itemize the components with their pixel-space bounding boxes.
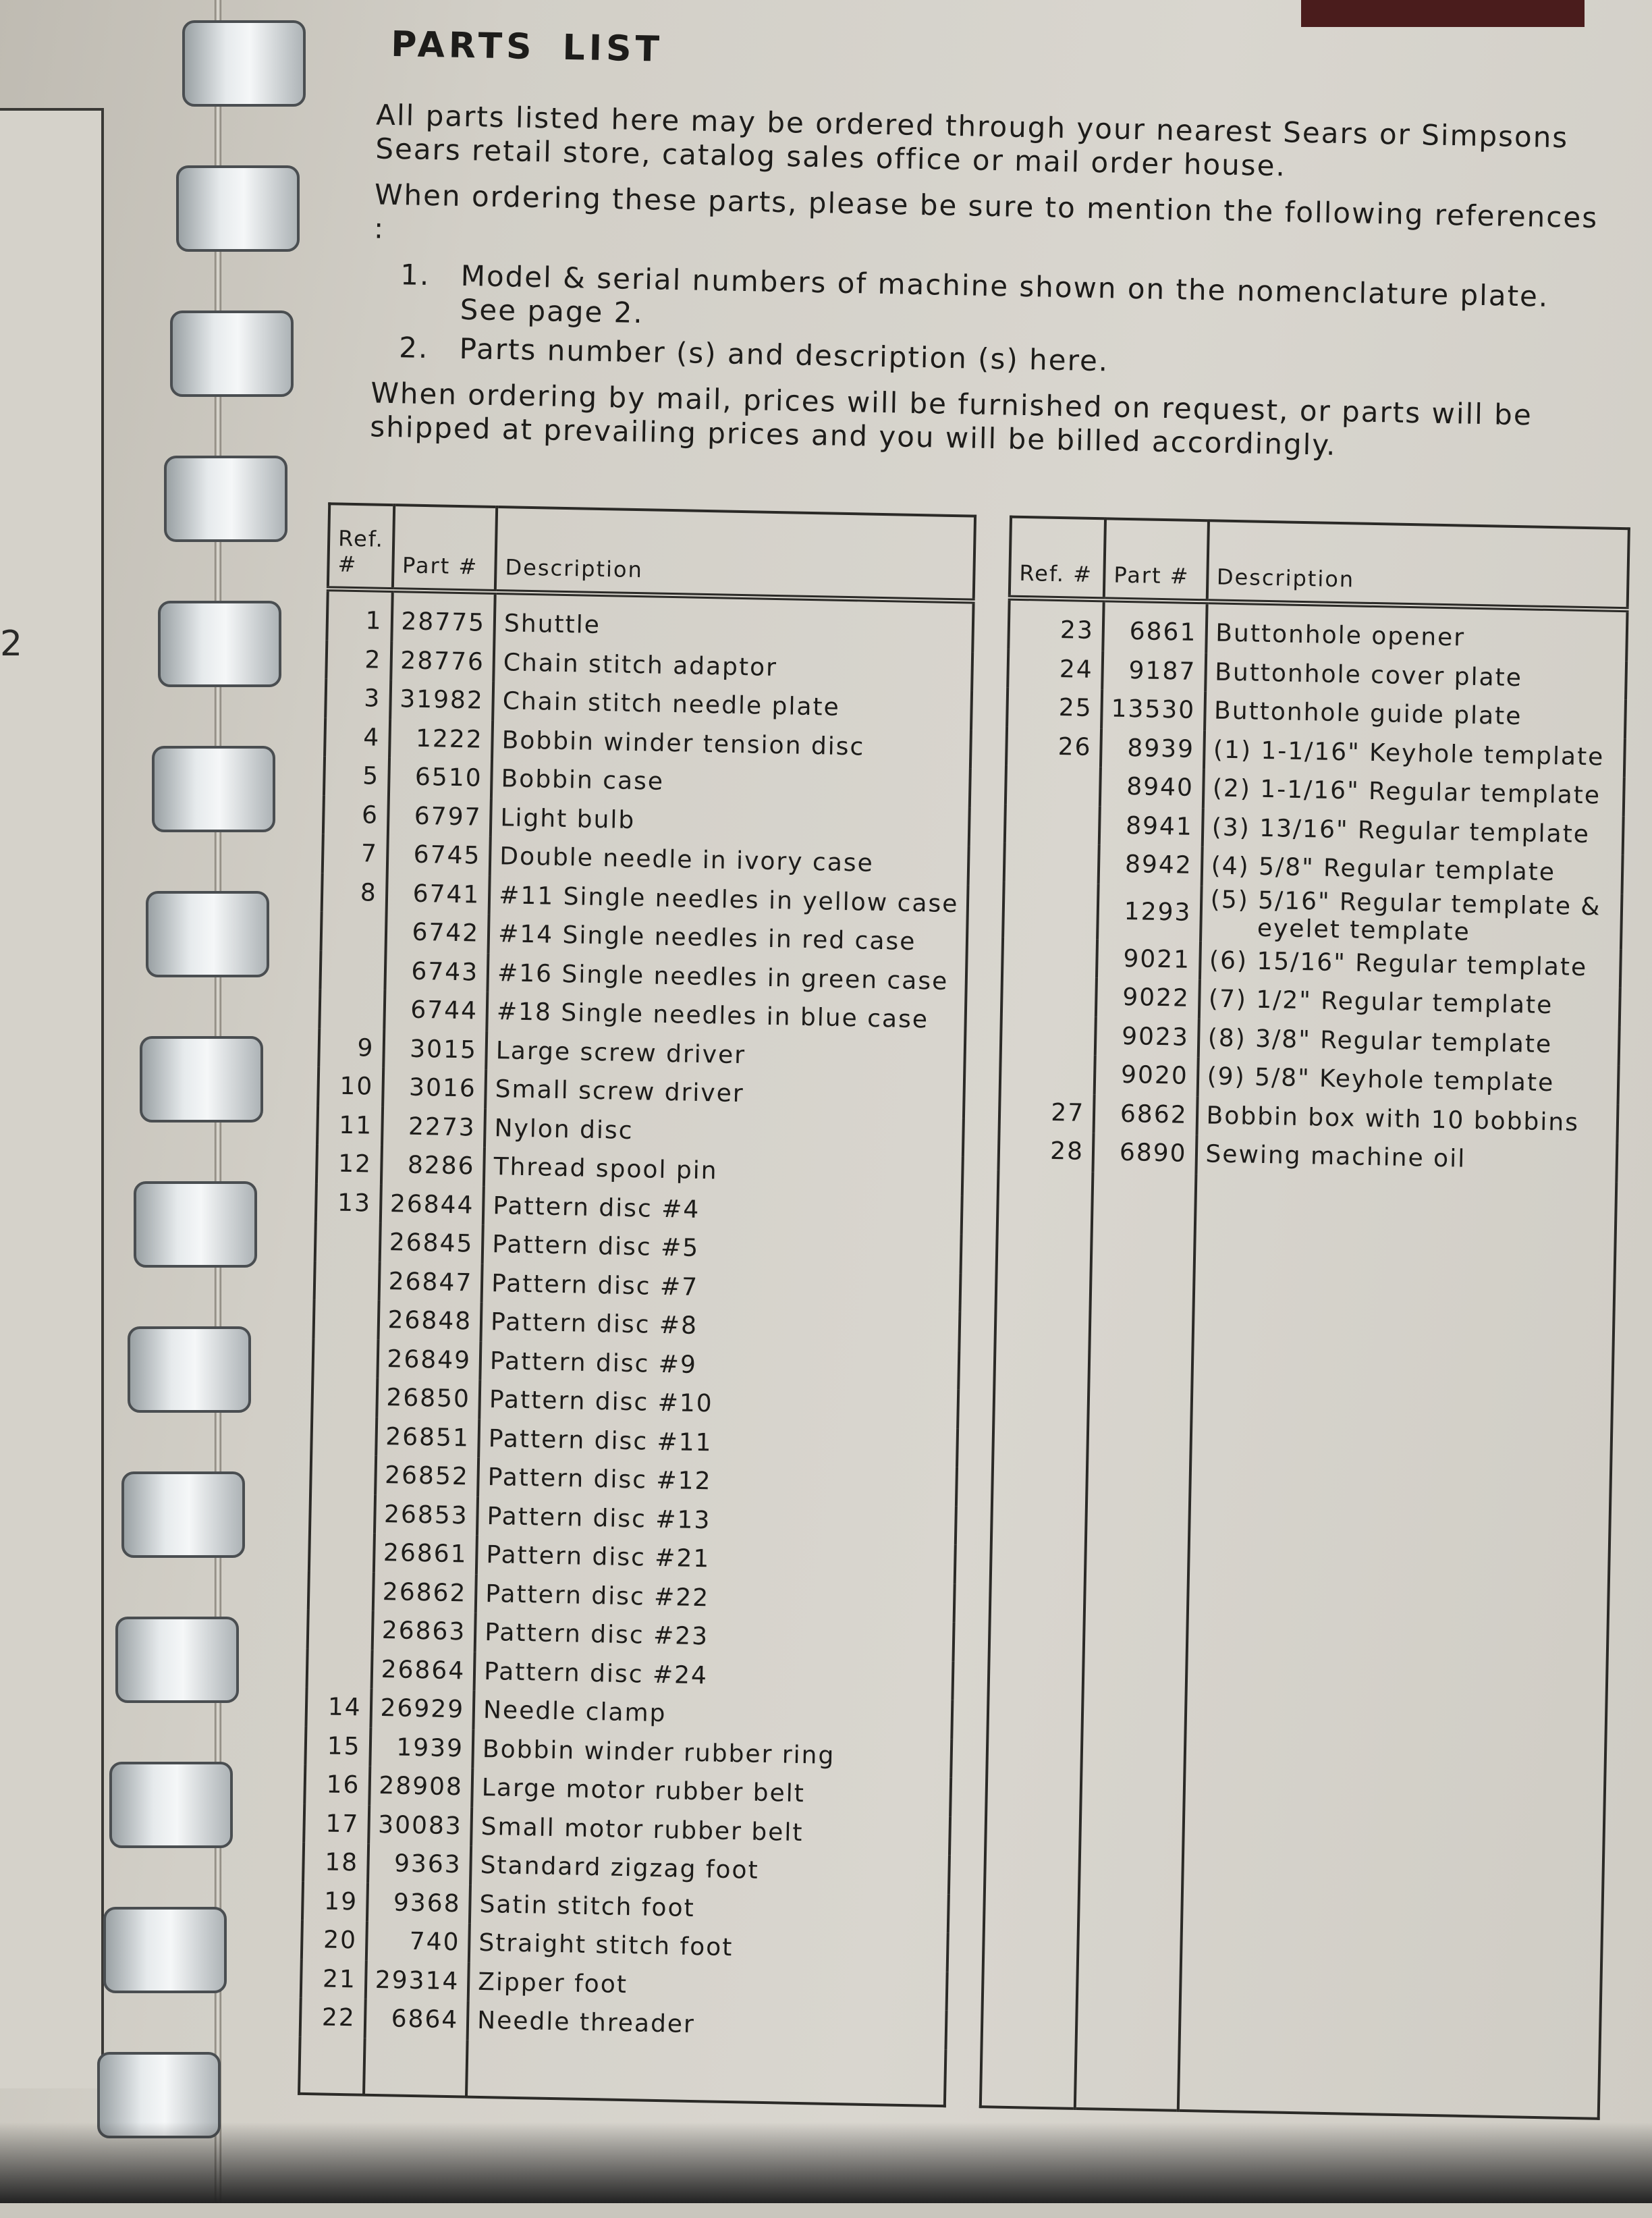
ref-cell <box>321 911 387 951</box>
description-text: Pattern disc #21 <box>486 1541 711 1573</box>
table-header-row <box>328 504 976 601</box>
ref-cell: 23 <box>1008 598 1103 651</box>
description-text: (1) 1-1/16" Keyhole template <box>1213 736 1605 772</box>
part-number-cell: 1222 <box>389 719 493 759</box>
ref-cell: 16 <box>304 1765 370 1805</box>
description-text: Straight stitch foot <box>478 1929 734 1962</box>
description-cell <box>1201 886 1622 949</box>
part-number-cell: 8941 <box>1099 806 1203 846</box>
part-number-cell: 6744 <box>384 990 488 1031</box>
description-text: Pattern disc #4 <box>493 1191 700 1224</box>
description-text: Bobbin winder rubber ring <box>482 1735 835 1770</box>
ref-cell: 27 <box>999 1092 1095 1133</box>
ref-cell <box>312 1377 377 1417</box>
description-text-continued: eyelet template <box>1257 914 1471 946</box>
description-text: (7) 1/2" Regular template <box>1208 985 1553 1020</box>
ref-cell <box>1003 882 1099 939</box>
part-number-cell: 29314 <box>365 1960 469 2001</box>
ref-cell <box>309 1532 375 1572</box>
description-text: Pattern disc #22 <box>485 1579 710 1613</box>
ref-cell <box>315 1222 381 1262</box>
description-text: Chain stitch adaptor <box>503 649 778 682</box>
ref-cell <box>1005 804 1100 844</box>
column-header-description: Description <box>495 507 976 601</box>
description-cell <box>494 592 974 652</box>
ref-cell <box>310 1493 375 1533</box>
ref-cell: 17 <box>304 1804 369 1843</box>
part-number-cell: 26863 <box>372 1611 476 1652</box>
ref-cell <box>312 1338 378 1378</box>
part-number-cell: 3015 <box>383 1029 487 1069</box>
empty-cell <box>1178 1174 1616 2119</box>
column-header-part: Part # <box>1104 518 1209 601</box>
part-number-cell: 9368 <box>367 1883 471 1923</box>
page-title: PARTS LIST <box>390 24 664 70</box>
table-filler-row <box>981 1170 1616 2119</box>
description-text: Pattern disc #5 <box>491 1230 700 1263</box>
part-number-cell: 6741 <box>386 873 490 914</box>
description-text: Pattern disc #24 <box>483 1657 709 1690</box>
description-text: Buttonhole opener <box>1215 619 1466 652</box>
description-text: (8) 3/8" Regular template <box>1207 1024 1553 1058</box>
part-number-cell: 9020 <box>1095 1055 1199 1096</box>
reference-item-1: 1. Model & serial numbers of machine shown on the nomenclature plate. See page 2. <box>439 259 1601 348</box>
description-text: Needle threader <box>476 2007 696 2039</box>
part-number-cell: 6743 <box>385 951 489 992</box>
ref-cell <box>314 1299 379 1339</box>
part-number-cell: 9022 <box>1096 977 1200 1018</box>
column-header-ref: Ref. # <box>1010 517 1105 600</box>
description-text: Nylon disc <box>494 1114 634 1145</box>
part-number-cell: 26847 <box>379 1262 483 1302</box>
ref-cell <box>308 1571 374 1611</box>
part-number-cell: 28776 <box>391 641 495 682</box>
ref-cell <box>307 1648 373 1688</box>
ref-cell: 10 <box>318 1066 383 1106</box>
reference-list <box>371 257 1601 387</box>
parts-table-right <box>979 516 1630 2120</box>
part-number-cell: 31982 <box>390 680 494 720</box>
ref-cell: 5 <box>324 756 389 796</box>
description-text: Pattern disc #10 <box>489 1386 714 1418</box>
ref-cell: 2 <box>326 640 391 680</box>
part-number-cell: 8939 <box>1101 728 1205 769</box>
part-number-cell: 6745 <box>387 835 491 875</box>
ref-cell: 18 <box>303 1843 368 1883</box>
part-number-cell: 26864 <box>371 1650 475 1690</box>
column-header-description: Description <box>1207 520 1629 610</box>
part-number-cell: 28908 <box>369 1766 473 1807</box>
ref-cell <box>1001 1015 1096 1055</box>
parts-table-left <box>298 502 976 2107</box>
ref-cell: 26 <box>1006 726 1101 767</box>
ref-cell: 6 <box>323 795 389 835</box>
description-text: #11 Single needles in yellow case <box>498 881 959 919</box>
part-number-cell: 2273 <box>382 1106 486 1147</box>
description-text: Light bulb <box>500 803 636 834</box>
description-text: #16 Single needles in green case <box>497 958 949 996</box>
description-text: (2) 1-1/16" Regular template <box>1212 774 1601 810</box>
empty-cell <box>299 2036 364 2094</box>
empty-cell <box>466 2040 946 2106</box>
part-number-cell: 26862 <box>373 1572 476 1613</box>
description-text: Bobbin winder tension disc <box>501 726 865 761</box>
part-number-cell: 6510 <box>389 757 493 798</box>
part-number-cell: 28775 <box>391 590 495 643</box>
ref-cell <box>1002 937 1097 977</box>
ref-cell: 8 <box>322 873 387 913</box>
description-text: (4) 5/8" Regular template <box>1211 852 1556 887</box>
part-number-cell: 740 <box>366 1922 470 1962</box>
ref-cell <box>310 1455 376 1494</box>
part-number-cell: 8286 <box>381 1145 485 1186</box>
ref-cell: 21 <box>301 1959 366 1999</box>
description-text: Needle clamp <box>483 1696 667 1728</box>
description-text: Bobbin box with 10 bobbins <box>1206 1102 1580 1137</box>
part-number-cell: 8940 <box>1100 767 1204 807</box>
bottom-shadow <box>0 2122 1652 2203</box>
ref-cell <box>308 1610 373 1650</box>
ref-cell: 13 <box>316 1183 381 1223</box>
ref-cell: 25 <box>1007 688 1102 728</box>
ref-cell <box>320 950 385 990</box>
part-number-cell: 9021 <box>1097 939 1201 979</box>
intro-paragraph-2: When ordering these parts, please be sure to mention the following references : <box>373 178 1599 245</box>
description-text: (5) 5/16" Regular template & <box>1210 885 1601 921</box>
part-number-cell: 26929 <box>370 1689 474 1729</box>
column-header-part: Part # <box>392 505 497 592</box>
part-number-cell: 9363 <box>368 1844 472 1885</box>
intro-text <box>370 98 1605 479</box>
description-text: #18 Single needles in blue case <box>496 998 929 1034</box>
reference-item-2: 2. Parts number (s) and description (s) here. <box>439 331 1600 387</box>
ref-cell: 3 <box>325 678 391 718</box>
intro-paragraph-3: When ordering by mail, prices will be furnished on request, or parts will be shipped at prevailing prices and you will be billed accordingly. <box>369 376 1533 462</box>
description-text: Pattern disc #23 <box>484 1619 709 1651</box>
ref-cell: 1 <box>327 589 392 641</box>
ref-cell: 7 <box>323 834 388 873</box>
ref-cell <box>1004 843 1099 884</box>
part-number-cell: 26848 <box>378 1301 482 1341</box>
description-text: Large motor rubber belt <box>481 1774 806 1808</box>
ref-cell: 9 <box>319 1028 384 1068</box>
intro-paragraph-1: All parts listed here may be ordered through your nearest Sears or Simpsons Sears retail store, catalog sales office or mail order house. <box>375 98 1569 183</box>
table-filler-row <box>299 2036 946 2106</box>
column-header-ref: Ref. # <box>328 504 394 590</box>
description-text: Bobbin case <box>501 765 665 796</box>
ref-cell: 15 <box>305 1726 370 1766</box>
ref-cell <box>314 1261 380 1301</box>
description-text: Pattern disc #11 <box>488 1424 713 1457</box>
ref-cell: 19 <box>302 1881 368 1921</box>
part-number-cell: 13530 <box>1101 689 1205 730</box>
part-number-cell: 9023 <box>1095 1017 1199 1057</box>
description-cell <box>1206 601 1628 660</box>
part-number-cell: 3016 <box>383 1068 487 1108</box>
part-number-cell: 1293 <box>1097 884 1201 941</box>
description-text: Buttonhole guide plate <box>1213 697 1522 731</box>
description-text: Chain stitch needle plate <box>502 687 841 722</box>
part-number-cell: 26861 <box>373 1534 477 1574</box>
part-number-cell: 26850 <box>377 1378 480 1419</box>
part-number-cell: 6864 <box>364 1999 468 2040</box>
part-number-cell: 6742 <box>385 913 489 953</box>
description-text: (6) 15/16" Regular template <box>1209 946 1588 981</box>
description-text: Pattern disc #12 <box>487 1463 712 1496</box>
description-text: Pattern disc #8 <box>490 1308 698 1341</box>
ref-cell <box>311 1416 377 1456</box>
description-text: #14 Single needles in red case <box>497 920 916 956</box>
description-text: (3) 13/16" Regular template <box>1211 813 1591 848</box>
description-text: (9) 5/8" Keyhole template <box>1207 1062 1555 1098</box>
description-text: Buttonhole cover plate <box>1214 658 1523 692</box>
part-number-cell: 26844 <box>380 1184 484 1224</box>
description-text: Pattern disc #7 <box>491 1269 699 1301</box>
description-text: Small motor rubber belt <box>480 1812 804 1847</box>
part-number-cell: 6862 <box>1094 1094 1198 1135</box>
description-text: Zipper foot <box>477 1968 628 1999</box>
ref-cell <box>1006 765 1101 806</box>
description-text: Pattern disc #13 <box>487 1502 711 1535</box>
part-number-cell: 26851 <box>376 1417 480 1457</box>
facing-page-number: 2 <box>0 624 23 664</box>
part-number-cell: 26845 <box>379 1223 483 1264</box>
description-text: Shuttle <box>503 610 601 640</box>
description-text: Double needle in ivory case <box>499 842 875 878</box>
part-number-cell: 26852 <box>375 1456 479 1496</box>
ref-cell: 11 <box>317 1106 383 1145</box>
ref-cell: 14 <box>306 1687 371 1727</box>
description-text: Satin stitch foot <box>479 1890 696 1922</box>
description-text: Sewing machine oil <box>1205 1140 1466 1174</box>
ref-cell <box>319 989 385 1029</box>
part-number-cell: 6797 <box>387 796 491 837</box>
description-text: Small screw driver <box>495 1075 745 1108</box>
ref-cell: 20 <box>302 1920 367 1960</box>
part-number-cell: 26853 <box>375 1494 478 1535</box>
part-number-cell: 1939 <box>370 1727 474 1768</box>
empty-cell <box>364 2038 468 2097</box>
description-text: Large screw driver <box>495 1036 746 1069</box>
part-number-cell: 6890 <box>1093 1133 1196 1173</box>
empty-cell <box>1075 1172 1196 2111</box>
ref-cell: 4 <box>325 718 390 757</box>
ref-cell: 22 <box>300 1998 366 2038</box>
ref-cell: 24 <box>1008 649 1103 689</box>
part-number-cell: 8942 <box>1099 844 1203 885</box>
description-text: Standard zigzag foot <box>480 1851 760 1885</box>
empty-cell <box>981 1170 1093 2109</box>
ref-cell <box>1001 976 1097 1017</box>
part-number-cell: 26849 <box>377 1339 481 1380</box>
ref-cell: 28 <box>998 1131 1093 1171</box>
description-text: Pattern disc #9 <box>489 1347 698 1379</box>
table-header-row <box>1010 517 1629 610</box>
ref-cell: 12 <box>316 1144 382 1184</box>
ref-cell <box>1000 1054 1095 1094</box>
part-number-cell: 6861 <box>1103 599 1207 652</box>
part-number-cell: 30083 <box>368 1805 472 1845</box>
description-text: Thread spool pin <box>493 1153 718 1185</box>
part-number-cell: 9187 <box>1102 651 1206 691</box>
